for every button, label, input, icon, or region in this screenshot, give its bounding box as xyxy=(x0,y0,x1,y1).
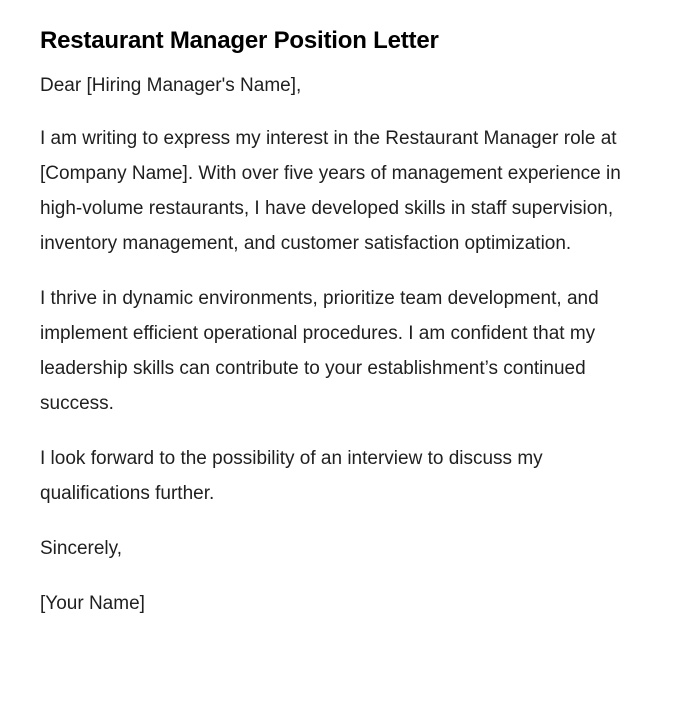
letter-title: Restaurant Manager Position Letter xyxy=(40,27,439,54)
letter xyxy=(40,24,640,641)
closing: Sincerely, xyxy=(40,538,123,559)
salutation: Dear [Hiring Manager's Name], xyxy=(40,75,302,96)
body-paragraph-1: I am writing to express my interest in the Restaurant Manager role at [Company Name]. With over five years of management experience in high-volume restaurants, I have developed skills in staff supervision, inventory management, and customer satisfaction optimization. xyxy=(40,128,621,254)
body-paragraph-2: I thrive in dynamic environments, prioritize team development, and implement efficient operational procedures. I am confident that my leadership skills can contribute to your establishment’s continued success. xyxy=(40,288,599,414)
body-paragraph-3: I look forward to the possibility of an interview to discuss my qualifications further. xyxy=(40,448,543,504)
signature: [Your Name] xyxy=(40,593,145,614)
